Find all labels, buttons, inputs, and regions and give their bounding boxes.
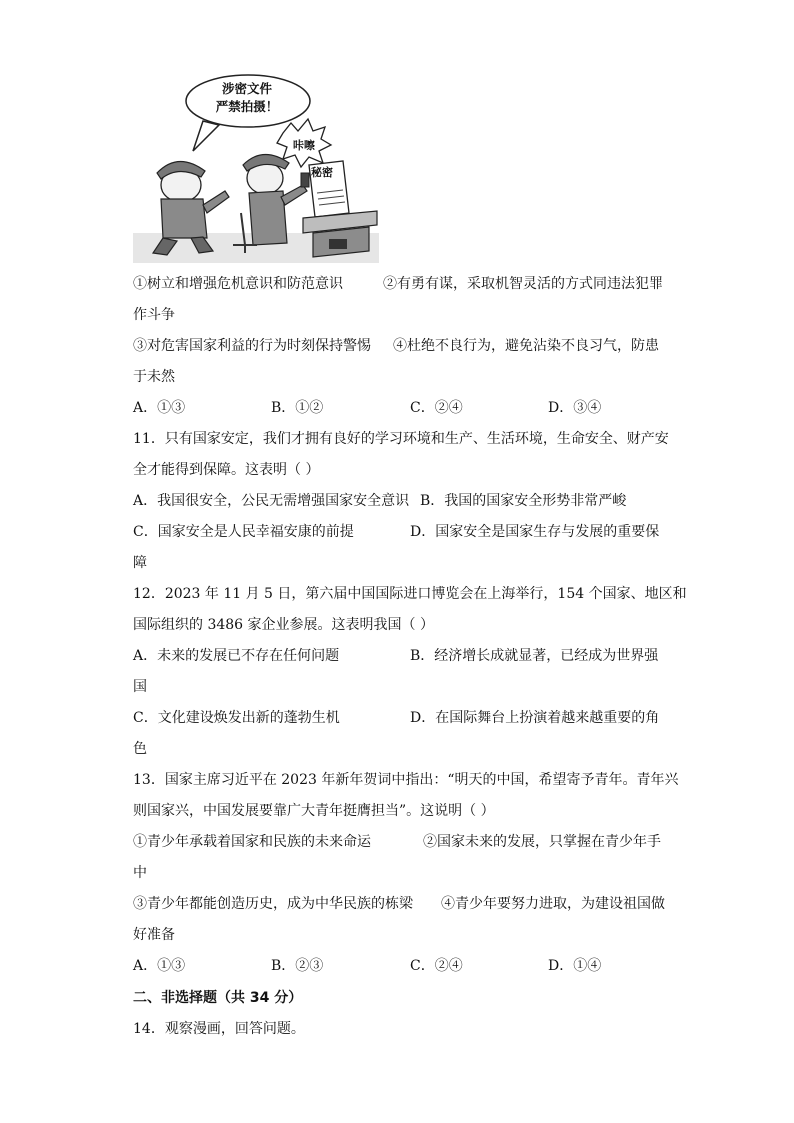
q13-option-4: ④青少年要努力进取，为建设祖国做 [441,896,665,912]
q11-stem-line-1: 11．只有国家安定，我们才拥有良好的学习环境和生产、生活环境，生命安全、财产安 [133,431,669,447]
q11-choice-a: A．我国很安全，公民无需增强国家安全意识 [133,493,410,509]
q13-choice-c: C．②④ [410,958,463,974]
q13-choice-a: A．①③ [133,958,186,974]
q10-choice-a: A．①③ [133,400,186,416]
q10-option-1: ①树立和增强危机意识和防范意识 [133,276,343,292]
bubble-line-2: 严禁拍摄！ [215,99,279,114]
q10-option-3: ③对危害国家利益的行为时刻保持警惕 [133,338,371,354]
q10-option-4: ④杜绝不良行为，避免沾染不良习气，防患 [393,338,659,354]
q13-choice-d: D．①④ [548,958,602,974]
q13-choice-b: B．②③ [271,958,324,974]
q13-option-2-cont: 中 [133,865,147,881]
q12-choice-b: B．经济增长成就显著，已经成为世界强 [410,648,659,664]
sound-effect-text: 咔嚓 [293,139,315,152]
q11-choice-d-cont: 障 [133,555,147,571]
q11-choice-d: D．国家安全是国家生存与发展的重要保 [410,524,660,540]
q10-option-2: ②有勇有谋，采取机智灵活的方式同违法犯罪 [383,276,663,292]
q12-choice-c: C．文化建设焕发出新的蓬勃生机 [133,710,340,726]
secret-stamp-text: 秘密 [311,166,333,179]
q10-option-4-cont: 于未然 [133,369,175,385]
q12-choice-d: D．在国际舞台上扮演着越来越重要的角 [410,710,660,726]
q12-choice-b-cont: 国 [133,679,147,695]
q13-option-3: ③青少年都能创造历史，成为中华民族的栋梁 [133,896,413,912]
q13-option-1: ①青少年承载着国家和民族的未来命运 [133,834,371,850]
q10-choice-d: D．③④ [548,400,602,416]
bubble-line-1: 涉密文件 [221,81,272,96]
q10-choice-c: C．②④ [410,400,463,416]
q13-option-4-cont: 好准备 [133,927,175,943]
q13-stem-line-2: 则国家兴，中国发展要靠广大青年挺膺担当”。这说明（ ） [133,803,495,819]
q11-choice-b: B．我国的国家安全形势非常严峻 [420,493,627,509]
q14-stem: 14．观察漫画，回答问题。 [133,1021,305,1037]
q11-stem-line-2: 全才能得到保障。这表明（ ） [133,462,320,478]
q12-stem-line-1: 12．2023 年 11 月 5 日，第六届中国国际进口博览会在上海举行，154 个国家、地区和 [133,586,687,602]
speech-bubble-text [192,80,302,116]
q12-stem-line-2: 国际组织的 3486 家企业参展。这表明我国（ ） [133,617,434,633]
q13-option-2: ②国家未来的发展，只掌握在青少年手 [423,834,661,850]
q12-choice-a: A．未来的发展已不存在任何问题 [133,648,340,664]
q12-choice-d-cont: 色 [133,741,147,757]
q10-option-2-cont: 作斗争 [133,307,175,323]
q10-choice-b: B．①② [271,400,324,416]
section-heading: 二、非选择题（共 34 分） [133,990,303,1006]
q11-choice-c: C．国家安全是人民幸福安康的前提 [133,524,354,540]
q13-stem-line-1: 13．国家主席习近平在 2023 年新年贺词中指出：“明天的中国，希望寄予青年。青年兴 [133,772,679,788]
